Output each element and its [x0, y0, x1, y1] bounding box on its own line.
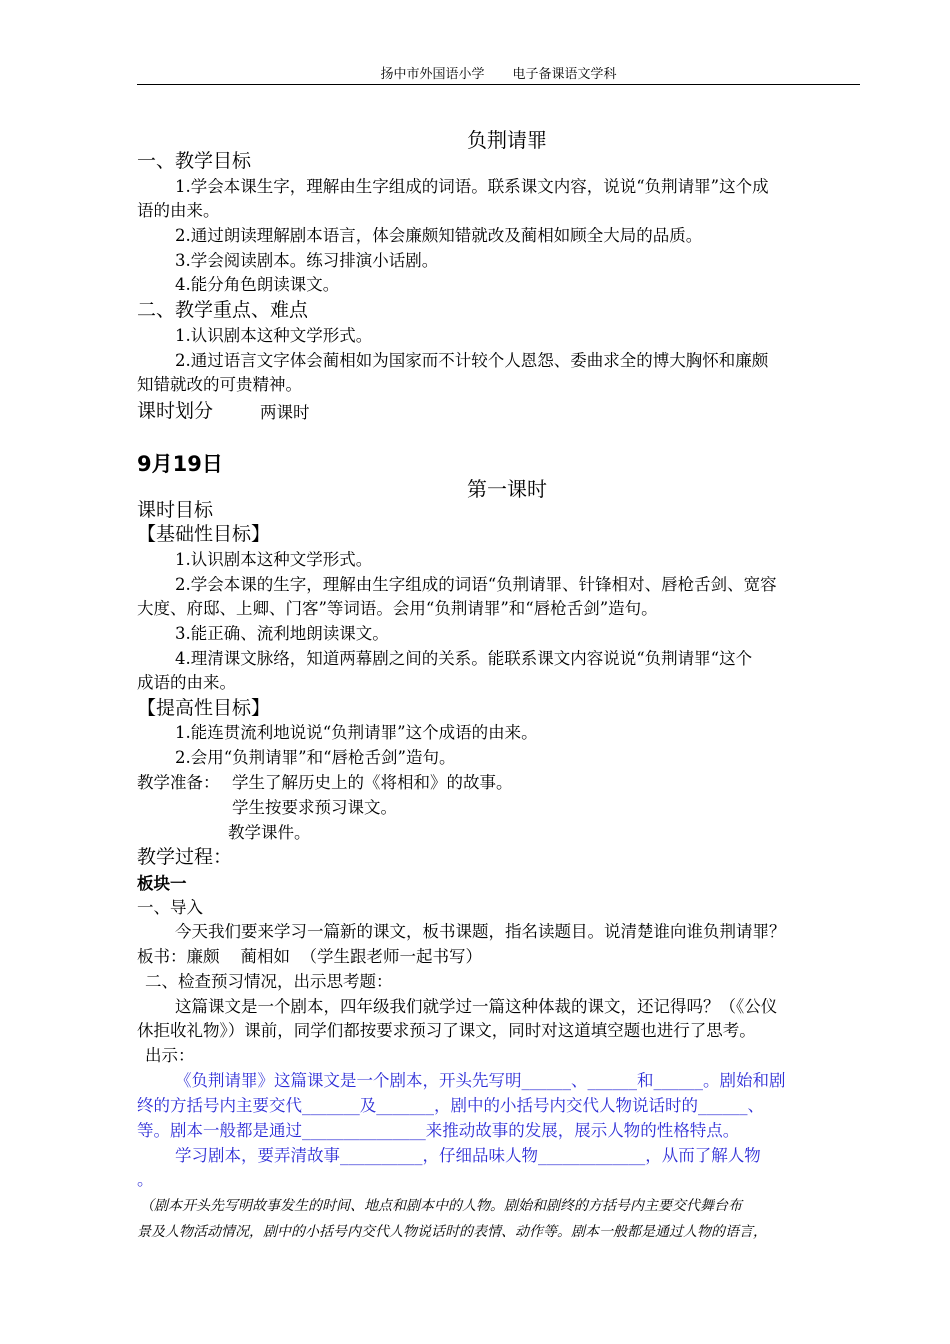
basic-goal-1: 1.认识剧本这种文学形式。 [175, 550, 373, 569]
prep-item-3: 教学课件。 [228, 823, 311, 842]
lesson-date: 9月19日 [137, 452, 223, 476]
intro-text: 今天我们要来学习一篇新的课文，板书课题，指名读题目。说清楚谁向谁负荆请罪？ [175, 922, 786, 941]
s2-line1: 1.认识剧本这种文学形式。 [175, 326, 373, 345]
lesson-title: 第一课时 [467, 477, 547, 501]
advanced-goal-1: 1.能连贯流利地说说“负荆请罪”这个成语的由来。 [175, 723, 538, 742]
answer-note-2: 景及人物活动情况，剧中的小括号内交代人物说话时的表情、动作等。剧本一般都是通过人物的语言， [137, 1224, 767, 1240]
s1-line2: 2.通过朗读理解剧本语言，体会廉颇知错就改及蔺相如顾全大局的品质。 [175, 226, 703, 245]
check-text-1: 这篇课文是一个剧本，四年级我们就学过一篇这种体裁的课文，还记得吗？（《公仪 [175, 997, 778, 1016]
prep-label: 教学准备： [137, 773, 220, 792]
check-heading: 二、检查预习情况，出示思考题： [145, 972, 393, 991]
intro-heading: 一、导入 [137, 898, 203, 917]
question-line-3: 等。剧本一般都是通过_______________来推动故事的发展，展示人物的性格特点。 [137, 1121, 740, 1140]
period-label: 课时划分 [137, 400, 214, 422]
s1-line1b: 语的由来。 [137, 201, 220, 220]
s1-line4: 4.能分角色朗读课文。 [175, 275, 340, 294]
basic-goal-2b: 大度、府邸、上卿、门客”等词语。会用“负荆请罪”和“唇枪舌剑”造句。 [137, 599, 658, 618]
check-text-2: 休拒收礼物》）课前，同学们都按要求预习了课文，同时对这道填空题也进行了思考。 [137, 1021, 756, 1040]
basic-goal-4: 4.理清课文脉络，知道两幕剧之间的关系。能联系课文内容说说“负荆请罪“这个 [175, 649, 753, 668]
page-header [137, 66, 860, 84]
page-title: 负荆请罪 [467, 128, 547, 152]
s2-line2: 2.通过语言文字体会蔺相如为国家而不计较个人恩怨、委曲求全的博大胸怀和廉颇 [175, 351, 769, 370]
question-line-1: 《负荆请罪》这篇课文是一个剧本，开头先写明______、______和______。剧始和剧 [175, 1071, 786, 1090]
question-line-4b: 。 [137, 1170, 154, 1189]
basic-goal-4b: 成语的由来。 [137, 673, 236, 692]
header-subject: 电子备课语文学科 [512, 67, 617, 82]
basic-goals-heading: 【基础性目标】 [137, 523, 271, 545]
question-line-4: 学习剧本，要弄清故事__________，仔细品味人物_____________，从而了解人物 [175, 1146, 761, 1165]
goals-heading: 课时目标 [137, 499, 214, 521]
header-school: 扬中市外国语小学 [380, 67, 485, 82]
s1-line1: 1.学会本课生字，理解由生字组成的词语。联系课文内容，说说“负荆请罪”这个成 [175, 177, 769, 196]
section1-heading: 一、教学目标 [137, 150, 252, 172]
advanced-goal-2: 2.会用“负荆请罪”和“唇枪舌剑”造句。 [175, 748, 456, 767]
section2-heading: 二、教学重点、难点 [137, 299, 309, 321]
question-line-2: 终的方括号内主要交代_______及_______，剧中的小括号内交代人物说话时的______、 [137, 1096, 764, 1115]
process-heading: 教学过程： [137, 846, 233, 868]
answer-note-1: （剧本开头先写明故事发生的时间、地点和剧本中的人物。剧始和剧终的方括号内主要交代舞台布 [140, 1198, 742, 1214]
basic-goal-2: 2.学会本课的生字，理解由生字组成的词语“负荆请罪、针锋相对、唇枪舌剑、宽容 [175, 575, 777, 594]
header-rule [137, 84, 860, 85]
prep-item-1: 学生了解历史上的《将相和》的故事。 [232, 773, 513, 792]
block-heading: 板块一 [137, 874, 187, 893]
advanced-goals-heading: 【提高性目标】 [137, 697, 271, 719]
basic-goal-3: 3.能正确、流利地朗读课文。 [175, 624, 389, 643]
board-text: 板书：廉颇 蔺相如 （学生跟老师一起书写） [137, 947, 482, 966]
s2-line2b: 知错就改的可贵精神。 [137, 375, 302, 394]
period-value: 两课时 [260, 403, 310, 422]
show-label: 出示： [145, 1046, 195, 1065]
prep-item-2: 学生按要求预习课文。 [232, 798, 397, 817]
s1-line3: 3.学会阅读剧本。练习排演小话剧。 [175, 251, 439, 270]
